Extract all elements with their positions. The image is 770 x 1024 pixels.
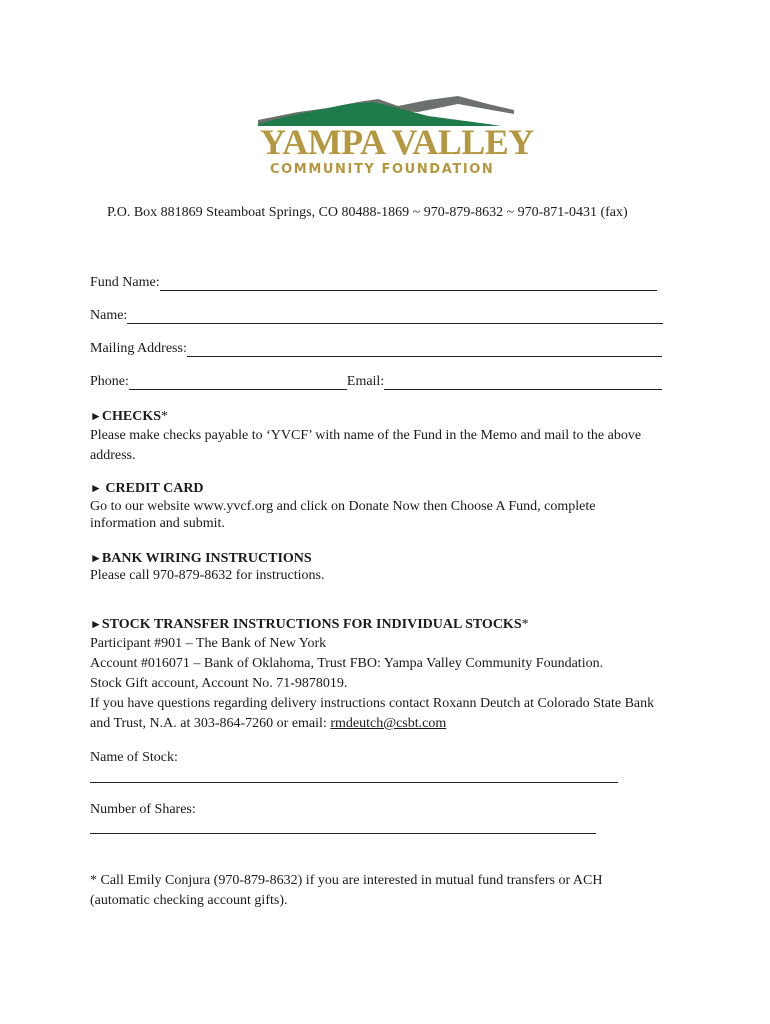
checks-asterisk: *: [161, 409, 169, 424]
fund-name-label: Fund Name:: [90, 275, 160, 290]
name-of-stock-label: Name of Stock:: [90, 750, 178, 765]
credit-card-title: CREDIT CARD: [101, 481, 204, 496]
stock-transfer-heading: [90, 614, 529, 635]
mailing-address-label: Mailing Address:: [90, 341, 187, 356]
checks-text-1: Please make checks payable to ‘YVCF’ with name of the Fund in the Memo and mail to the above: [90, 428, 642, 443]
triangle-arrow-icon: ►: [90, 551, 102, 565]
credit-card-text-1: Go to our website www.yvcf.org and click on Donate Now then Choose A Fund, complete: [90, 499, 596, 514]
triangle-arrow-icon: ►: [90, 409, 102, 423]
name-of-stock-blank[interactable]: [90, 782, 618, 783]
name-field[interactable]: [90, 308, 663, 324]
triangle-arrow-icon: ►: [90, 617, 102, 631]
stock-transfer-text-5: [90, 714, 446, 734]
mailing-address-field[interactable]: [90, 341, 662, 357]
footnote-text-2: (automatic checking account gifts).: [90, 893, 288, 908]
fund-name-field[interactable]: [90, 275, 657, 291]
footnote-text-1: * Call Emily Conjura (970-879-8632) if you are interested in mutual fund transfers or ACH: [90, 873, 603, 888]
phone-label: Phone:: [90, 374, 129, 389]
stock-transfer-text-3: Stock Gift account, Account No. 71-9878019.: [90, 676, 348, 691]
stock-transfer-title: STOCK TRANSFER INSTRUCTIONS FOR INDIVIDUAL STOCKS: [101, 617, 522, 632]
email-label: Email:: [346, 374, 385, 389]
number-of-shares-label: Number of Shares:: [90, 802, 196, 817]
stock-transfer-text-1: Participant #901 – The Bank of New York: [90, 636, 327, 651]
number-of-shares-blank[interactable]: [90, 833, 596, 834]
credit-card-text-2: information and submit.: [90, 516, 225, 531]
stock-transfer-text-5-prefix: and Trust, N.A. at 303-864-7260 or email:: [90, 716, 331, 731]
logo-title: YAMPA VALLEY: [260, 122, 534, 162]
name-label: Name:: [90, 308, 128, 323]
stock-transfer-asterisk: *: [521, 617, 529, 632]
checks-heading: [90, 406, 168, 427]
stock-transfer-text-2: Account #016071 – Bank of Oklahoma, Trust FBO: Yampa Valley Community Foundation.: [90, 656, 604, 671]
bank-wiring-text: Please call 970-879-8632 for instructions.: [90, 568, 325, 583]
bank-wiring-title: BANK WIRING INSTRUCTIONS: [101, 551, 312, 566]
checks-title: CHECKS: [101, 409, 162, 424]
stock-transfer-text-4: If you have questions regarding delivery instructions contact Roxann Deutch at Colorado State Bank: [90, 696, 655, 711]
phone-email-field[interactable]: [90, 374, 662, 390]
email-link[interactable]: rmdeutch@csbt.com: [330, 716, 447, 731]
credit-card-heading: [90, 478, 204, 499]
contact-address: P.O. Box 881869 Steamboat Springs, CO 80488-1869 ~ 970-879-8632 ~ 970-871-0431 (fax): [107, 205, 628, 220]
logo-subtitle: COMMUNITY FOUNDATION: [270, 162, 495, 177]
triangle-arrow-icon: ►: [90, 481, 102, 495]
phone-blank[interactable]: [129, 375, 347, 390]
email-blank[interactable]: [384, 375, 662, 390]
name-blank[interactable]: [127, 309, 663, 324]
checks-text-2: address.: [90, 448, 136, 463]
yvcf-logo: [258, 90, 534, 188]
mailing-address-blank[interactable]: [187, 342, 662, 357]
fund-name-blank[interactable]: [160, 276, 657, 291]
